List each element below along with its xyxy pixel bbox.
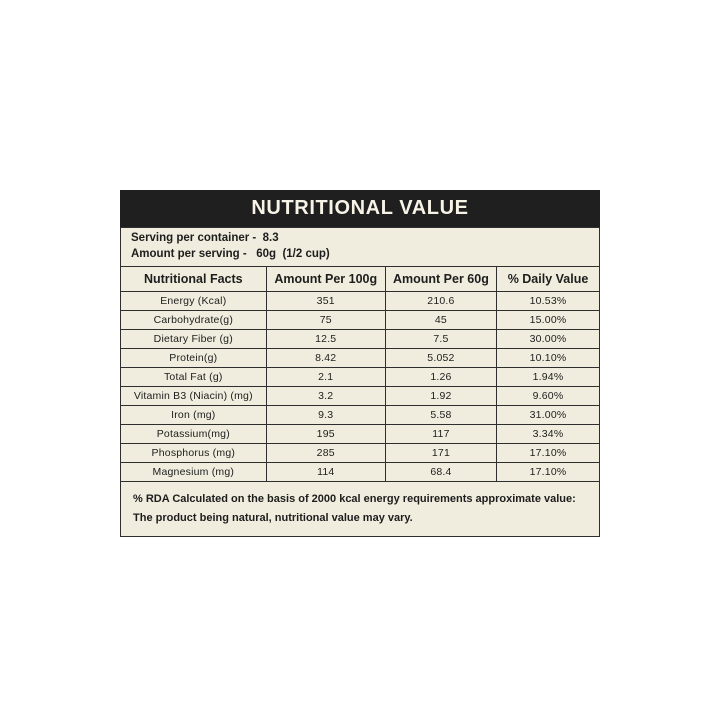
nutrient-name: Carbohydrate(g) [121, 311, 267, 330]
nutrient-name: Phosphorus (mg) [121, 444, 267, 463]
page-title: NUTRITIONAL VALUE [251, 197, 469, 219]
footnote-box [120, 481, 600, 537]
nutrient-name: Energy (Kcal) [121, 292, 267, 311]
amount-per-60g: 117 [385, 425, 496, 444]
nutrient-name: Protein(g) [121, 349, 267, 368]
table-row-phosphorus [121, 444, 600, 463]
daily-value: 1.94% [497, 368, 600, 387]
nutrient-name: Dietary Fiber (g) [121, 330, 267, 349]
amount-per-60g: 5.052 [385, 349, 496, 368]
daily-value: 15.00% [497, 311, 600, 330]
daily-value: 31.00% [497, 406, 600, 425]
serving-per-container-line: Serving per container - 8.3 [131, 232, 279, 244]
amount-per-100g: 114 [266, 463, 385, 482]
table-row-energy [121, 292, 600, 311]
amount-per-60g: 45 [385, 311, 496, 330]
table-row-dietary-fiber [121, 330, 600, 349]
amount-per-100g: 285 [266, 444, 385, 463]
nutrition-label-panel [120, 190, 600, 537]
nutrient-name: Total Fat (g) [121, 368, 267, 387]
amount-per-100g: 9.3 [266, 406, 385, 425]
amount-per-100g: 8.42 [266, 349, 385, 368]
serving-info-box [120, 227, 600, 267]
table-row-potassium [121, 425, 600, 444]
daily-value: 9.60% [497, 387, 600, 406]
daily-value: 3.34% [497, 425, 600, 444]
amount-per-100g: 3.2 [266, 387, 385, 406]
footnote-line-rda: % RDA Calculated on the basis of 2000 kcal energy requirements approximate value: [133, 493, 576, 506]
table-header-row [121, 267, 600, 292]
nutrient-name: Magnesium (mg) [121, 463, 267, 482]
nutrition-table [120, 266, 600, 482]
table-row-magnesium [121, 463, 600, 482]
daily-value: 17.10% [497, 444, 600, 463]
amount-per-60g: 7.5 [385, 330, 496, 349]
footnote-line-disclaimer: The product being natural, nutritional value may vary. [133, 511, 413, 524]
nutrient-name: Potassium(mg) [121, 425, 267, 444]
title-banner [120, 190, 600, 227]
daily-value: 10.10% [497, 349, 600, 368]
amount-per-100g: 351 [266, 292, 385, 311]
daily-value: 10.53% [497, 292, 600, 311]
amount-per-60g: 171 [385, 444, 496, 463]
table-row-total-fat [121, 368, 600, 387]
table-row-vitamin-b3 [121, 387, 600, 406]
column-header-amount-per-60g: Amount Per 60g [385, 267, 496, 292]
amount-per-100g: 12.5 [266, 330, 385, 349]
table-row-protein [121, 349, 600, 368]
daily-value: 17.10% [497, 463, 600, 482]
amount-per-60g: 5.58 [385, 406, 496, 425]
amount-per-60g: 68.4 [385, 463, 496, 482]
amount-per-60g: 1.92 [385, 387, 496, 406]
table-row-carbohydrate [121, 311, 600, 330]
amount-per-100g: 2.1 [266, 368, 385, 387]
amount-per-100g: 195 [266, 425, 385, 444]
amount-per-60g: 210.6 [385, 292, 496, 311]
amount-per-serving-line: Amount per serving - 60g (1/2 cup) [131, 247, 330, 260]
amount-per-60g: 1.26 [385, 368, 496, 387]
table-row-iron [121, 406, 600, 425]
daily-value: 30.00% [497, 330, 600, 349]
column-header-daily-value: % Daily Value [497, 267, 600, 292]
nutrient-name: Vitamin B3 (Niacin) (mg) [121, 387, 267, 406]
nutrient-name: Iron (mg) [121, 406, 267, 425]
column-header-amount-per-100g: Amount Per 100g [266, 267, 385, 292]
amount-per-100g: 75 [266, 311, 385, 330]
column-header-nutritional-facts: Nutritional Facts [121, 267, 267, 292]
